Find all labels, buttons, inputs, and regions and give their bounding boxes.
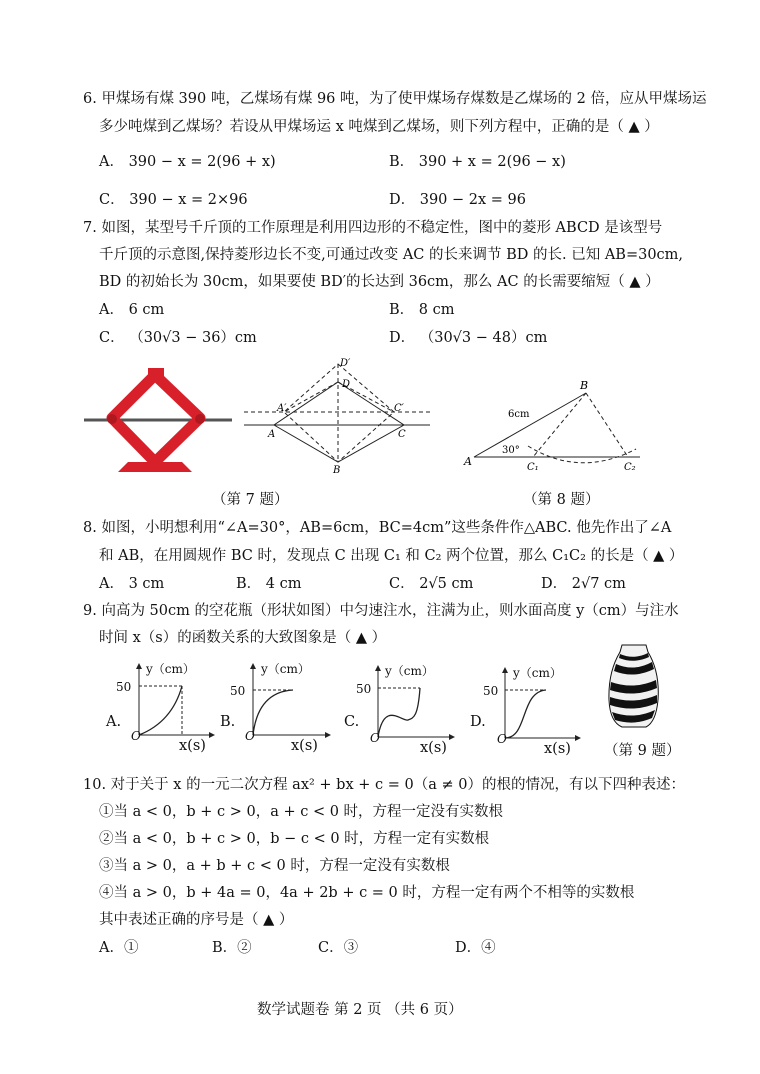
q10-statement-1: ①当 a < 0，b + c > 0，a + c < 0 时，方程一定没有实数根 [99,804,504,820]
label-b8: B [580,379,589,392]
label-a: A [268,429,276,440]
q7-option-a: A． 6 cm [99,302,165,318]
label-d-prime: D′ [340,358,351,369]
q7-line2: 千斤顶的示意图,保持菱形边长不变,可通过改变 AC 的长来调节 BD 的长. 已知 AB=30cm, [99,247,684,263]
label-d: D [342,379,351,390]
q7-option-d: D． （30√3 − 48）cm [389,330,548,346]
graph-d-origin: O [497,732,507,746]
graph-c-ylabel: y（cm） [385,664,434,678]
q10-option-b: B．② [212,940,252,956]
graph-a-origin: O [131,729,141,743]
q7-option-c: C． （30√3 − 36）cm [99,330,257,346]
graph-b-level: 50 [230,684,246,698]
q9-line2: 时间 x（s）的函数关系的大致图象是（ ▲ ） [99,630,387,646]
label-c: C [398,429,406,440]
q10-statement-4: ④当 a > 0，b + 4a = 0，4a + 2b + c = 0 时，方程一定有两个不相等的实数根 [99,885,635,901]
q10-option-c: C．③ [318,940,359,956]
label-a8: A [464,455,472,468]
graph-a-ylabel: y（cm） [146,662,195,676]
label-c-prime: C′ [394,403,404,414]
label-c1: C₁ [527,462,539,473]
label-b: B [333,465,341,476]
caption-q9: （第 9 题） [604,743,681,759]
graph-letter-c: C. [344,714,360,730]
q6-option-c: C． 390 − x = 2×96 [99,192,248,208]
graph-letter-d: D. [470,714,486,730]
label-30deg: 30° [502,445,520,456]
label-c2: C₂ [624,462,636,473]
q8-option-b: B． 4 cm [236,576,302,592]
label-6cm: 6cm [508,409,530,420]
q6-line2: 多少吨煤到乙煤场？若设从甲煤场运 x 吨煤到乙煤场，则下列方程中，正确的是（ ▲ ） [99,119,659,135]
q7-line1: 7. 如图，某型号千斤顶的工作原理是利用四边形的不稳定性，图中的菱形 ABCD 是该型号 [83,220,663,236]
graph-a-level: 50 [116,680,132,694]
q10-statement-2: ②当 a < 0，b + c > 0，b − c < 0 时，方程一定有实数根 [99,831,490,847]
q6-option-a: A． 390 − x = 2(96 + x) [99,154,276,170]
q10-ask: 其中表述正确的序号是（ ▲ ） [99,912,294,928]
graph-a-xlabel: x(s) [179,738,206,754]
caption-q8: （第 8 题） [523,492,600,508]
graph-d-level: 50 [483,684,499,698]
q7-line3: BD 的初始长为 30cm，如果要使 BD′的长达到 36cm，那么 AC 的长需要缩短（ ▲ ） [99,274,660,290]
graph-d-ylabel: y（cm） [513,666,562,680]
graph-d-xlabel: x(s) [544,741,571,757]
graph-c-origin: O [370,731,380,745]
q9-line1: 9. 向高为 50cm 的空花瓶（形状如图）中匀速注水，注满为止，则水面高度 y（cm）与注水 [83,603,679,619]
label-a-prime: A′ [277,403,287,414]
graph-b-origin: O [245,729,255,743]
q10-option-a: A．① [99,940,139,956]
q7-option-b: B． 8 cm [389,302,455,318]
graph-letter-a: A. [106,714,122,730]
q6-line1: 6. 甲煤场有煤 390 吨，乙煤场有煤 96 吨，为了使甲煤场存煤数是乙煤场的 2 倍，应从甲煤场运 [83,91,707,107]
vase-illustration [609,645,658,727]
q10-line1: 10. 对于关于 x 的一元二次方程 ax² + bx + c = 0（a ≠ 0）的根的情况，有以下四种表述： [83,777,685,793]
q8-line1: 8. 如图，小明想利用“∠A=30°，AB=6cm，BC=4cm”这些条件作△ABC. 他先作出了∠A [83,520,672,536]
graph-c-level: 50 [356,682,372,696]
graph-b-xlabel: x(s) [291,738,318,754]
graph-b-ylabel: y（cm） [261,662,310,676]
q8-option-c: C． 2√5 cm [389,576,474,592]
page-footer: 数学试题卷 第 2 页 （共 6 页） [257,1002,463,1018]
q10-statement-3: ③当 a > 0，a + b + c < 0 时，方程一定没有实数根 [99,858,450,874]
q6-option-d: D． 390 − 2x = 96 [389,192,526,208]
graph-c-xlabel: x(s) [420,740,447,756]
graph-letter-b: B. [220,714,236,730]
q6-option-b: B． 390 + x = 2(96 − x) [389,154,566,170]
q10-option-d: D．④ [455,940,496,956]
caption-q7: （第 7 题） [212,492,289,508]
q8-option-a: A． 3 cm [99,576,165,592]
q8-option-d: D． 2√7 cm [541,576,626,592]
q8-line2: 和 AB，在用圆规作 BC 时，发现点 C 出现 C₁ 和 C₂ 两个位置，那么 C₁C₂ 的长是（ ▲ ） [99,548,684,564]
